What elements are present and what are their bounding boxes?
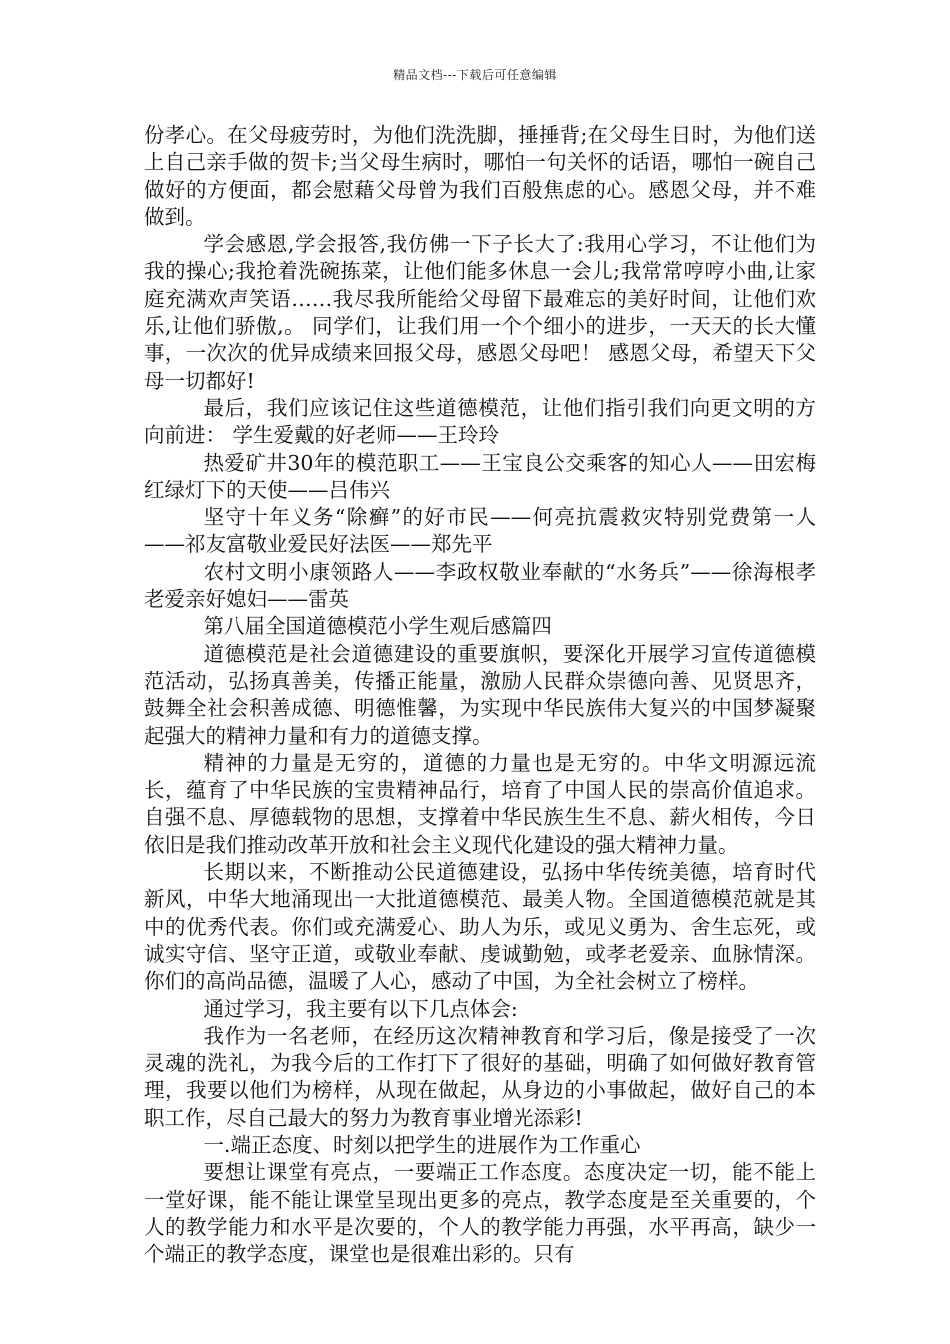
paragraph: 热爱矿井30年的模范职工——王宝良公交乘客的知心人——田宏梅红绿灯下的天使——吕伟兴 <box>144 450 816 502</box>
subsection-heading: 一.端正态度、时刻以把学生的进展作为工作重心 <box>203 1132 641 1157</box>
section-heading: 第八届全国道德模范小学生观后感篇四 <box>203 614 552 639</box>
paragraph: 精神的力量是无穷的，道德的力量也是无穷的。中华文明源远流长，蕴育了中华民族的宝贵精神品行，培育了中国人民的崇高价值追求。自强不息、厚德载物的思想，支撑着中华民族生生不息、薪火相传，今日依旧是我们推动改革开放和社会主义现代化建设的强大精神力量。 <box>144 750 816 857</box>
paragraph: 道德模范是社会道德建设的重要旗帜，要深化开展学习宣传道德模范活动，弘扬真善美，传播正能量，激励人民群众崇德向善、见贤思齐，鼓舞全社会积善成德、明德惟馨，为实现中华民族伟大复兴的中国梦凝聚起强大的精神力量和有力的道德支撑。 <box>144 641 816 748</box>
page-header: 精品文档---下载后可任意编辑 <box>393 68 557 82</box>
paragraph: 长期以来，不断推动公民道德建设，弘扬中华传统美德，培育时代新风，中华大地涌现出一大批道德模范、最美人物。全国道德模范就是其中的优秀代表。你们或充满爱心、助人为乐，或见义勇为、舍生忘死，或诚实守信、坚守正道，或敬业奉献、虔诚勤勉，或孝老爱亲、血脉情深。你们的高尚品德，温暖了人心，感动了中国，为全社会树立了榜样。 <box>144 860 816 994</box>
paragraph: 我作为一名老师，在经历这次精神教育和学习后，像是接受了一次灵魂的洗礼，为我今后的工作打下了很好的基础，明确了如何做好教育管理，我要以他们为榜样，从现在做起，从身边的小事做起，做好自己的本职工作，尽自己最大的努力为教育事业增光添彩! <box>144 1023 816 1130</box>
paragraph: 份孝心。在父母疲劳时，为他们洗洗脚，捶捶背;在父母生日时，为他们送上自己亲手做的贺卡;当父母生病时，哪怕一句关怀的话语，哪怕一碗自己做好的方便面，都会慰藉父母曾为我们百般焦虑的心。感恩父母，并不难做到。 <box>144 123 816 229</box>
paragraph: 要想让课堂有亮点，一要端正工作态度。态度决定一切，能不能上一堂好课，能不能让课堂呈现出更多的亮点，教学态度是至关重要的，个人的教学能力和水平是次要的，个人的教学能力再强，水平再高，缺少一个端正的教学态度，课堂也是很难出彩的。只有 <box>144 1160 816 1267</box>
paragraph: 最后，我们应该记住这些道德模范，让他们指引我们向更文明的方向前进： 学生爱戴的好老师——王玲玲 <box>144 395 816 448</box>
paragraph: 通过学习，我主要有以下几点体会: <box>203 996 518 1021</box>
paragraph: 坚守十年义务“除癣”的好市民——何亮抗震救灾特别党费第一人——祁友富敬业爱民好法医——郑先平 <box>144 505 816 557</box>
paragraph: 学会感恩,学会报答,我仿佛一下子长大了:我用心学习，不让他们为我的操心;我抢着洗碗拣菜，让他们能多休息一会儿;我常常哼哼小曲,让家庭充满欢声笑语……我尽我所能给父母留下最难忘的美好时间，让他们欢乐,让他们骄傲,。 同学们，让我们用一个个细小的进步，一天天的长大懂事，一次次的优异成绩来回报父母，感恩父母吧！ 感恩父母，希望天下父母一切都好! <box>144 232 816 393</box>
document-body <box>144 122 816 1268</box>
paragraph: 农村文明小康领路人——李政权敬业奉献的“水务兵”——徐海根孝老爱亲好媳妇——雷英 <box>144 559 816 612</box>
